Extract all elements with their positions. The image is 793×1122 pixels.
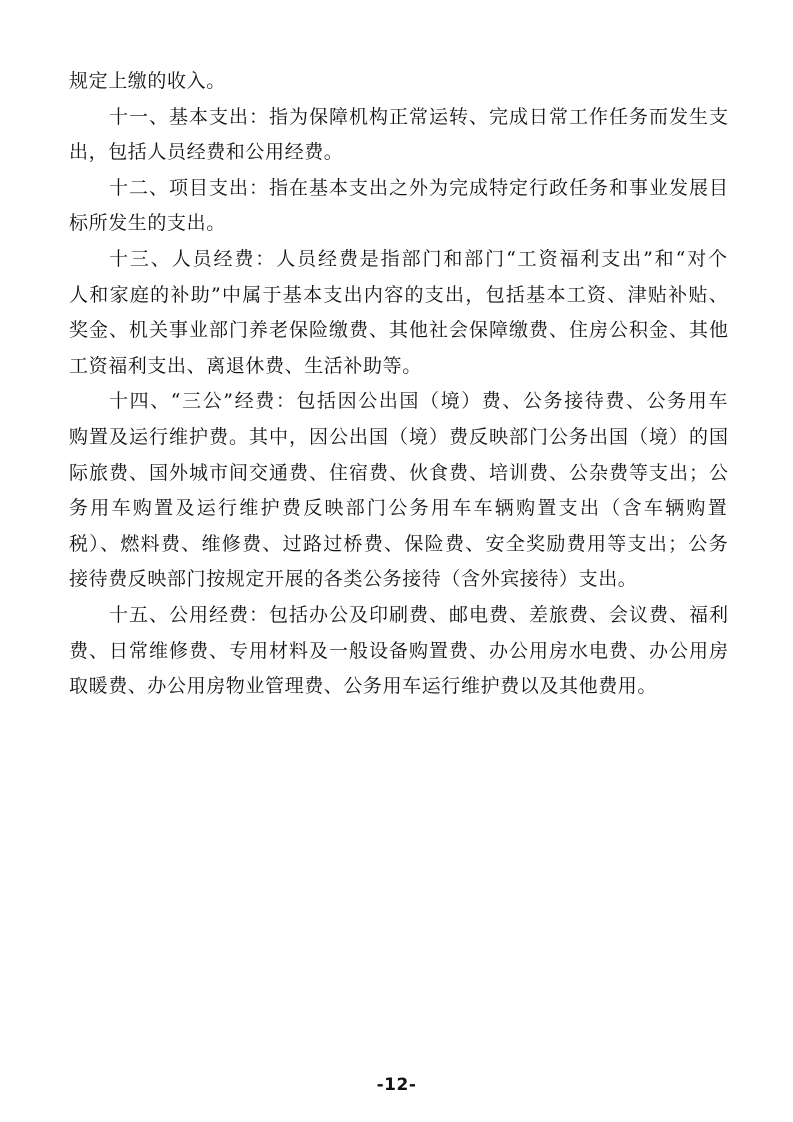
- text-line: 出，包括人员经费和公用经费。: [69, 141, 344, 164]
- text-line: 费、日常维修费、专用材料及一般设备购置费、办公用房水电费、办公用房: [69, 639, 729, 662]
- text-line: 税）、燃料费、维修费、过路过桥费、保险费、安全奖励费用等支出；公务: [69, 532, 729, 555]
- page-number: -12-: [376, 1075, 417, 1095]
- text-line: 十二、项目支出：指在基本支出之外为完成特定行政任务和事业发展目: [109, 176, 729, 199]
- text-line: 十一、基本支出：指为保障机构正常运转、完成日常工作任务而发生支: [109, 105, 729, 128]
- text-line: 十四、“三公”经费：包括因公出国（境）费、公务接待费、公务用车: [109, 390, 729, 413]
- text-line: 标所发生的支出。: [69, 212, 226, 235]
- text-line: 购置及运行维护费。其中，因公出国（境）费反映部门公务出国（境）的国: [69, 425, 729, 448]
- text-line: 务用车购置及运行维护费反映部门公务用车车辆购置支出（含车辆购置: [69, 497, 729, 520]
- text-line: 十五、公用经费：包括办公及印刷费、邮电费、差旅费、会议费、福利: [109, 603, 729, 626]
- text-line: 际旅费、国外城市间交通费、住宿费、伙食费、培训费、公杂费等支出；公: [69, 461, 729, 484]
- text-line: 接待费反映部门按规定开展的各类公务接待（含外宾接待）支出。: [69, 568, 638, 591]
- document-body: [69, 64, 729, 705]
- text-line: 奖金、机关事业部门养老保险缴费、其他社会保障缴费、住房公积金、其他: [69, 319, 729, 342]
- text-line: 工资福利支出、离退休费、生活补助等。: [69, 354, 422, 377]
- text-line: 人和家庭的补助”中属于基本支出内容的支出，包括基本工资、津贴补贴、: [69, 283, 729, 306]
- text-line: 取暖费、办公用房物业管理费、公务用车运行维护费以及其他费用。: [69, 675, 658, 698]
- text-line: 规定上缴的收入。: [69, 70, 226, 92]
- text-line: 十三、人员经费：人员经费是指部门和部门“工资福利支出”和“对个: [109, 247, 729, 270]
